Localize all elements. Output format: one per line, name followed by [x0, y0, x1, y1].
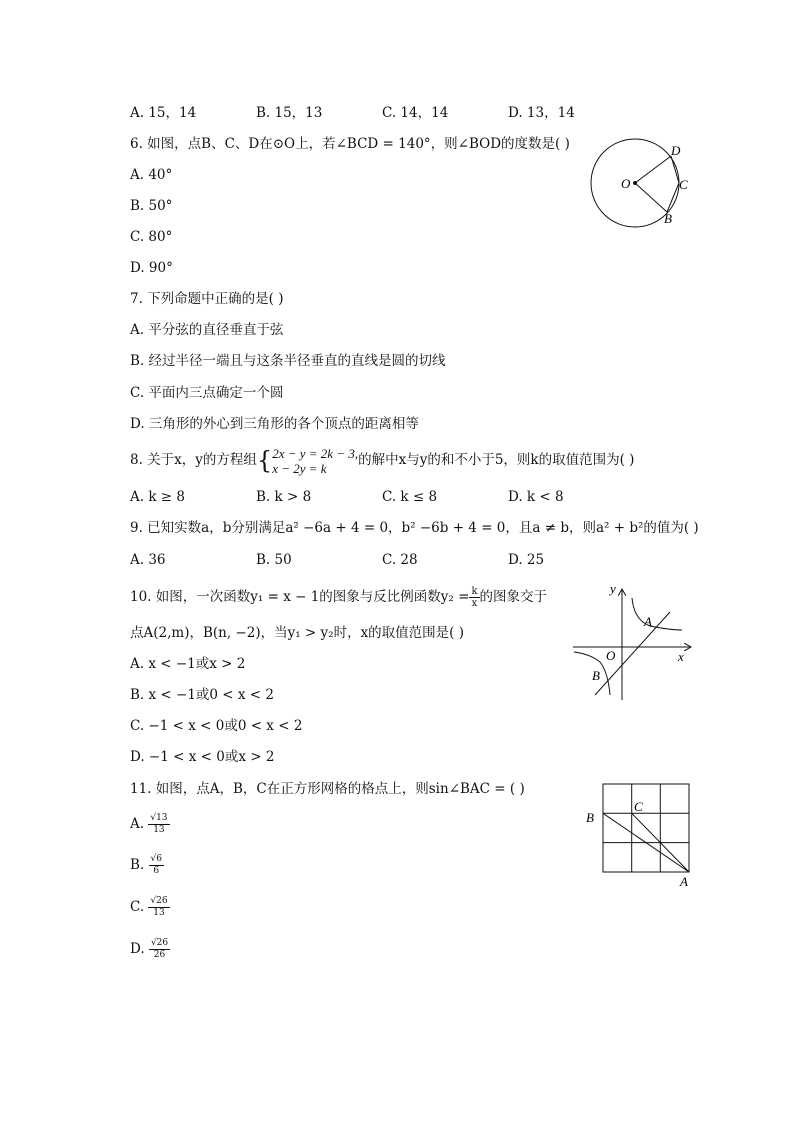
q5-option-c: C. 14，14 — [382, 105, 449, 121]
opt-fraction — [149, 854, 164, 877]
segment-ob — [635, 183, 667, 212]
frac-num: √26 — [150, 896, 168, 906]
label-d: D — [671, 143, 681, 158]
q8-option-d: D. k < 8 — [508, 489, 564, 505]
frac-num: √26 — [150, 938, 169, 948]
frac-den: 6 — [153, 866, 160, 876]
frac-num: k — [471, 586, 478, 597]
q11-grid-figure — [580, 778, 695, 890]
q6-stem: 6. 如图，点B、C、D在⊙O上，若∠BCD = 140°，则∠BOD的度数是( ) — [130, 136, 570, 152]
q11-option-a — [130, 810, 170, 838]
segment-od — [635, 156, 671, 183]
hyperbola-branch-q1 — [632, 598, 682, 630]
q7-option-b: B. 经过半径一端且与这条半径垂直的直线是圆的切线 — [130, 353, 446, 369]
point-a-label: A — [644, 614, 652, 629]
label-c: C — [679, 177, 688, 192]
brace: { — [256, 446, 273, 475]
point-a-label: A — [680, 874, 688, 889]
q9-option-c: C. 28 — [382, 552, 418, 568]
point-b-label: B — [586, 810, 594, 825]
q7-option-c: C. 平面内三点确定一个圆 — [130, 385, 284, 401]
axis-label-y: y — [610, 581, 616, 596]
opt-letter: C. — [130, 899, 145, 915]
label-o: O — [621, 176, 631, 191]
q8-equation-system — [272, 446, 358, 476]
q7-stem: 7. 下列命题中正确的是( ) — [130, 291, 284, 307]
opt-fraction — [149, 938, 170, 961]
q8-stem-post: 的解中x与y的和不小于5，则k的取值范围为( ) — [358, 452, 635, 468]
q8-stem-pre: 8. 关于x，y的方程组 — [130, 452, 257, 468]
axis-label-x: x — [678, 649, 684, 664]
label-b: B — [664, 211, 672, 226]
q10-stem-pre: 10. 如图，一次函数y₁ = x − 1的图象与反比例函数y₂ = — [130, 589, 470, 605]
opt-letter: B. — [130, 857, 145, 873]
q8-eq1: 2x − y = 2k − 3, — [272, 445, 359, 461]
q6-circle-figure — [585, 135, 695, 230]
point-c-label: C — [634, 799, 643, 814]
q10-stem-line2: 点A(2,m)，B(n, −2)，当y₁ > y₂时，x的取值范围是( ) — [130, 625, 465, 641]
q10-option-b: B. x < −1或0 < x < 2 — [130, 687, 274, 703]
q9-stem: 9. 已知实数a，b分别满足a² −6a + 4 = 0，b² −6b + 4 = 0，且a ≠ b，则a² + b²的值为( ) — [130, 520, 699, 536]
q7-option-a: A. 平分弦的直径垂直于弦 — [130, 322, 284, 338]
q6-option-a: A. 40° — [130, 167, 173, 183]
q8-option-a: A. k ≥ 8 — [130, 489, 185, 505]
q10-graph-figure — [570, 580, 695, 705]
q11-option-b — [130, 851, 164, 879]
opt-letter: D. — [130, 941, 145, 957]
segment-dc — [671, 156, 679, 183]
q10-option-a: A. x < −1或x > 2 — [130, 656, 246, 672]
q8-option-b: B. k > 8 — [256, 489, 312, 505]
q9-option-d: D. 25 — [508, 552, 545, 568]
q8-stem — [130, 444, 634, 477]
q9-option-b: B. 50 — [256, 552, 292, 568]
q11-stem: 11. 如图，点A，B，C在正方形网格的格点上，则sin∠BAC = ( ) — [130, 781, 525, 797]
q11-option-c — [130, 893, 170, 921]
q5-option-a: A. 15，14 — [130, 105, 197, 121]
q10-fraction — [469, 586, 479, 609]
frac-num: √6 — [150, 854, 162, 864]
q10-stem-post: 的图象交于 — [479, 589, 547, 605]
q10-option-c: C. −1 < x < 0或0 < x < 2 — [130, 718, 303, 734]
frac-den: 13 — [153, 908, 165, 918]
q5-option-b: B. 15，13 — [256, 105, 323, 121]
q6-option-c: C. 80° — [130, 229, 173, 245]
q5-option-d: D. 13，14 — [508, 105, 575, 121]
point-b-label: B — [592, 668, 600, 683]
frac-den: 26 — [153, 950, 166, 960]
q6-option-d: D. 90° — [130, 260, 173, 276]
q8-eq2: x − 2y = k — [272, 460, 327, 476]
segment-cb — [667, 183, 679, 212]
opt-fraction — [148, 896, 169, 919]
q11-option-d — [130, 935, 170, 963]
center-point — [633, 181, 637, 185]
frac-den: 13 — [153, 825, 165, 835]
opt-fraction — [148, 813, 169, 836]
frac-den: x — [471, 598, 478, 609]
q9-option-a: A. 36 — [130, 552, 166, 568]
q10-option-d: D. −1 < x < 0或x > 2 — [130, 749, 275, 765]
opt-letter: A. — [130, 816, 145, 832]
origin-label: O — [606, 648, 616, 663]
frac-num: √13 — [150, 813, 168, 823]
q7-option-d: D. 三角形的外心到三角形的各个顶点的距离相等 — [130, 416, 419, 432]
q10-stem-line1 — [130, 586, 547, 609]
q8-option-c: C. k ≤ 8 — [382, 489, 438, 505]
q6-option-b: B. 50° — [130, 198, 173, 214]
